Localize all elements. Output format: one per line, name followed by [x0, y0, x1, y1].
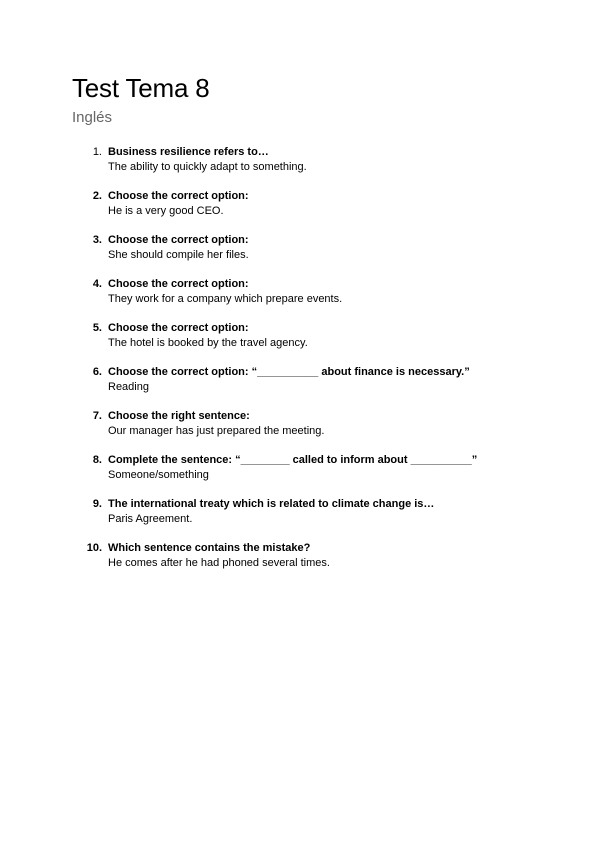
question-answer: Reading: [108, 381, 149, 393]
question-answer: The hotel is booked by the travel agency.: [108, 337, 308, 349]
question-answer: The ability to quickly adapt to something.: [108, 161, 307, 173]
question-answer: Paris Agreement.: [108, 513, 193, 525]
question-item: [0, 188, 600, 232]
question-prompt: Choose the correct option:: [108, 322, 249, 334]
question-prompt: Choose the correct option: “__________ about finance is necessary.”: [108, 366, 470, 378]
question-number: 5.: [92, 322, 102, 334]
question-prompt: Complete the sentence: “________ called to inform about __________”: [108, 454, 478, 466]
question-prompt: Business resilience refers to…: [108, 146, 269, 158]
question-item: [0, 232, 600, 276]
question-number: 10.: [86, 542, 102, 554]
question-number: 4.: [92, 278, 102, 290]
question-item: [0, 364, 600, 408]
question-item: [0, 408, 600, 452]
question-number: 6.: [92, 366, 102, 378]
question-item: [0, 144, 600, 188]
document-subtitle: Inglés: [72, 109, 113, 126]
question-number: 1.: [92, 146, 102, 158]
question-prompt: Which sentence contains the mistake?: [108, 542, 311, 554]
question-number: 9.: [92, 498, 102, 510]
question-item: [0, 452, 600, 496]
question-answer: He comes after he had phoned several times.: [108, 557, 330, 569]
question-number: 8.: [92, 454, 102, 466]
question-item: [0, 320, 600, 364]
question-prompt: The international treaty which is related to climate change is…: [108, 498, 435, 510]
question-prompt: Choose the correct option:: [108, 278, 249, 290]
question-answer: Someone/something: [108, 469, 209, 481]
question-prompt: Choose the correct option:: [108, 234, 249, 246]
question-number: 7.: [92, 410, 102, 422]
question-answer: He is a very good CEO.: [108, 205, 224, 217]
question-answer: They work for a company which prepare events.: [108, 293, 343, 305]
question-prompt: Choose the right sentence:: [108, 410, 250, 422]
question-number: 2.: [92, 190, 102, 202]
question-prompt: Choose the correct option:: [108, 190, 249, 202]
question-item: [0, 276, 600, 320]
question-number: 3.: [92, 234, 102, 246]
question-list: [0, 144, 600, 584]
question-item: [0, 496, 600, 540]
question-answer: She should compile her files.: [108, 249, 249, 261]
question-answer: Our manager has just prepared the meeting.: [108, 425, 325, 437]
question-item: [0, 540, 600, 584]
document-title: Test Tema 8: [72, 73, 210, 103]
